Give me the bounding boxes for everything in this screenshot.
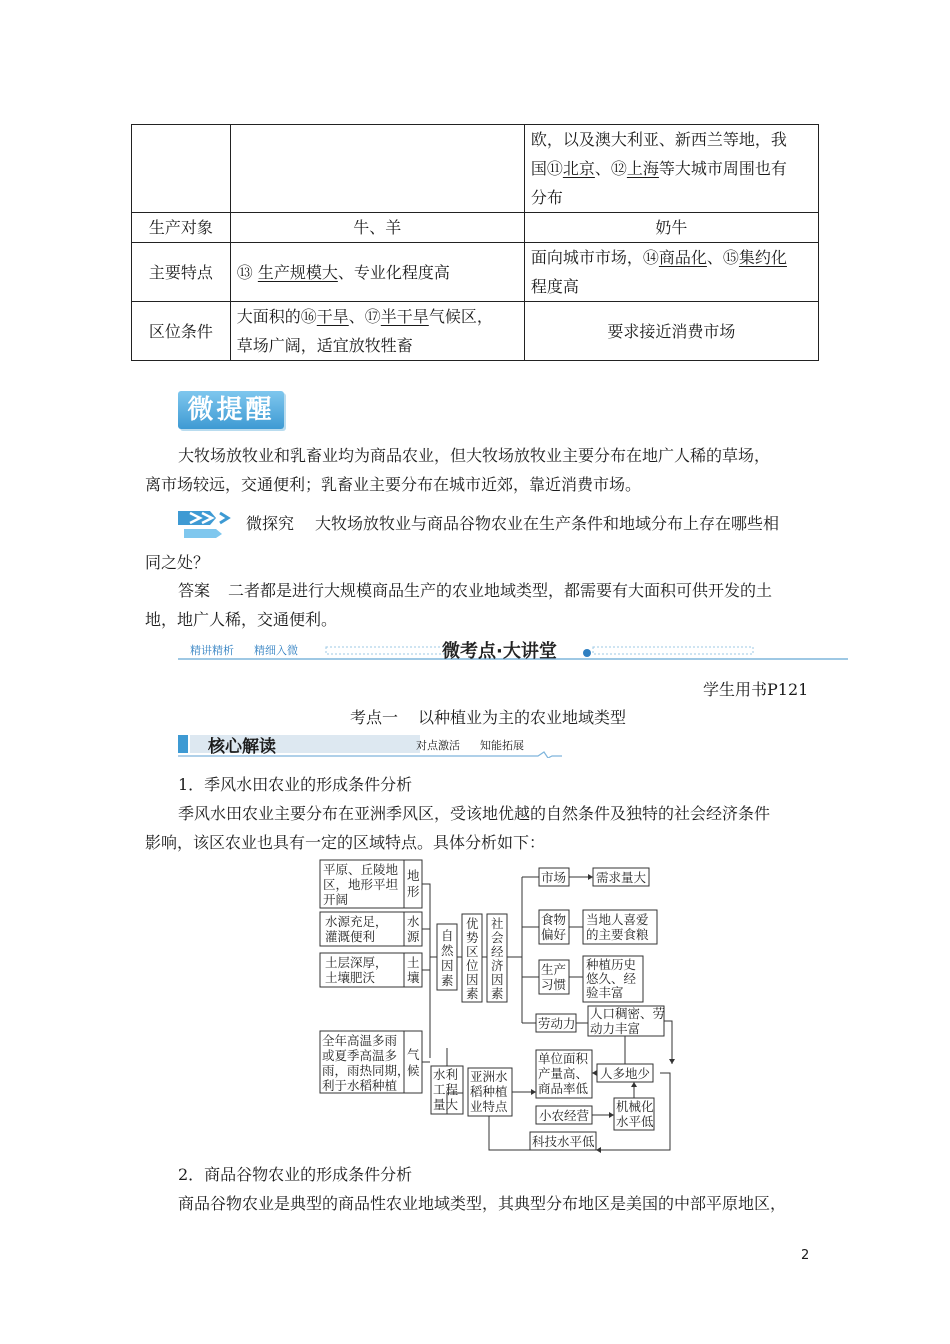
answer-arid: 干旱 bbox=[316, 307, 349, 326]
diagram-label: 济 bbox=[491, 958, 504, 973]
diagram-label: 生产 bbox=[541, 962, 567, 977]
diagram-label: 科技水平低 bbox=[532, 1134, 595, 1149]
diagram-label: 土 bbox=[407, 955, 420, 970]
diagram-label: 水源充足， bbox=[325, 914, 388, 929]
diagram-label: 人多地少 bbox=[600, 1066, 651, 1081]
diagram-label: 经 bbox=[491, 944, 504, 959]
comparison-table bbox=[131, 124, 819, 361]
answer-shanghai: 上海 bbox=[626, 159, 659, 178]
diagram-label: 市场 bbox=[541, 870, 567, 885]
inquiry-question: 同之处？ bbox=[145, 553, 210, 572]
core-reading-title: 核心解读 bbox=[208, 737, 276, 757]
cell-text: 、⑮ bbox=[706, 248, 739, 267]
diagram-label: 区 bbox=[466, 944, 479, 959]
diagram-label: 的主要食粮 bbox=[586, 927, 649, 942]
cell-text: 分布 bbox=[530, 188, 563, 207]
section-text: 商品谷物农业是典型的商品性农业地域类型，其典型分布地区是美国的中部平原地区， bbox=[178, 1194, 787, 1213]
table-row bbox=[132, 125, 819, 213]
diagram-label: 单位面积 bbox=[538, 1051, 589, 1066]
diagram-label: 优 bbox=[466, 916, 479, 931]
diagram-label: 量大 bbox=[433, 1097, 459, 1112]
section-text: 季风水田农业主要分布在亚洲季风区，受该地优越的自然条件及独特的社会经济条件 bbox=[178, 804, 771, 823]
row-label: 区位条件 bbox=[132, 302, 231, 361]
answer-intensive: 集约化 bbox=[738, 248, 787, 267]
kaodian-label: 考点一 bbox=[350, 708, 399, 727]
cell-text: 、⑰ bbox=[348, 307, 381, 326]
diagram-label: 平原、丘陵地 bbox=[323, 862, 399, 877]
diagram-label: 食物 bbox=[541, 912, 567, 927]
band-left-text: 精细入微 bbox=[254, 644, 298, 657]
cell-text: 气候区， bbox=[428, 307, 493, 326]
diagram-label: 势 bbox=[466, 930, 479, 945]
section-text: 影响，该区农业也具有一定的区域特点。具体分析如下： bbox=[145, 833, 546, 852]
diagram-label: 商品率低 bbox=[538, 1081, 589, 1096]
diagram-label: 偏好 bbox=[541, 927, 567, 942]
table-cell bbox=[524, 125, 818, 213]
table-cell: 牛、羊 bbox=[230, 213, 524, 243]
diagram-label: 区，地形平坦 bbox=[323, 877, 399, 892]
table-cell: 要求接近消费市场 bbox=[524, 302, 818, 361]
diagram-label: 习惯 bbox=[541, 977, 567, 992]
core-reading-sub: 对点激活 bbox=[416, 739, 460, 752]
core-reading-sub: 知能拓展 bbox=[480, 739, 524, 752]
cell-text: 欧，以及澳大利亚、新西兰等地，我 bbox=[530, 130, 787, 149]
diagram-label: 水平低 bbox=[616, 1114, 654, 1129]
section-heading: 1．季风水田农业的形成条件分析 bbox=[178, 775, 413, 794]
row-label: 主要特点 bbox=[132, 243, 231, 302]
diagram-label: 种植历史 bbox=[586, 957, 637, 972]
cell-text: ⑬ bbox=[236, 262, 258, 282]
cell-text: 国⑪ bbox=[530, 159, 563, 178]
diagram-label: 素 bbox=[491, 986, 504, 1001]
reminder-line: 大牧场放牧业和乳畜业均为商品农业，但大牧场放牧业主要分布在地广人稀的草场， bbox=[178, 446, 771, 465]
kaodian-title: 以种植业为主的农业地域类型 bbox=[418, 708, 627, 727]
cell-text: 等大城市周围也有 bbox=[658, 159, 787, 178]
diagram-label: 产量高、 bbox=[538, 1066, 589, 1081]
diagram-label: 源 bbox=[407, 929, 420, 944]
cell-text: 面向城市市场，⑭ bbox=[530, 248, 659, 267]
cell-text: 程度高 bbox=[530, 277, 579, 296]
diagram-label: 位 bbox=[466, 958, 479, 973]
diagram-label: 当地人喜爱 bbox=[586, 912, 649, 927]
diagram-label: 全年高温多雨 bbox=[322, 1033, 398, 1048]
diagram-label: 因 bbox=[466, 972, 479, 987]
cell-text: 、专业化程度高 bbox=[337, 262, 450, 282]
section-band bbox=[178, 639, 848, 663]
diagram-label: 因 bbox=[441, 958, 454, 973]
diagram-label: 劳动力 bbox=[538, 1016, 576, 1031]
diagram-label: 形 bbox=[407, 884, 420, 899]
table-cell bbox=[132, 125, 231, 213]
diagram-label: 稻种植 bbox=[470, 1084, 508, 1099]
diagram-label: 素 bbox=[441, 973, 454, 988]
diagram-label: 人口稠密、劳 bbox=[590, 1006, 666, 1021]
diagram-label: 壤 bbox=[407, 970, 420, 985]
table-cell bbox=[230, 302, 524, 361]
diagram-label: 工程 bbox=[433, 1082, 459, 1097]
diagram-label: 小农经营 bbox=[539, 1108, 590, 1123]
reminder-line: 离市场较远，交通便利；乳畜业主要分布在城市近郊，靠近消费市场。 bbox=[145, 475, 642, 494]
diagram-label: 利于水稻种植 bbox=[322, 1078, 398, 1093]
answer-text: 二者都是进行大规模商品生产的农业地域类型，都需要有大面积可供开发的土 bbox=[228, 581, 773, 600]
row-label: 生产对象 bbox=[132, 213, 231, 243]
diagram-label: 水 bbox=[407, 914, 420, 929]
diagram-label: 灌溉便利 bbox=[325, 929, 376, 944]
cell-text: 大面积的⑯ bbox=[236, 307, 317, 326]
diagram-label: 动力丰富 bbox=[590, 1021, 641, 1036]
core-reading-bar bbox=[178, 732, 562, 758]
diagram-label: 需求量大 bbox=[596, 870, 647, 885]
band-left-text: 精讲精析 bbox=[190, 644, 234, 657]
diagram-label: 水利 bbox=[433, 1067, 459, 1082]
diagram-label: 或夏季高温多 bbox=[322, 1048, 398, 1063]
arrows-icon bbox=[176, 505, 238, 539]
diagram-label: 开阔 bbox=[323, 892, 349, 907]
diagram-label: 业特点 bbox=[470, 1099, 508, 1114]
diagram-label: 候 bbox=[407, 1063, 420, 1078]
book-reference: 学生用书P121 bbox=[703, 680, 809, 699]
table-cell bbox=[230, 243, 524, 302]
inquiry-question: 大牧场放牧业与商品谷物农业在生产条件和地域分布上存在哪些相 bbox=[315, 514, 780, 533]
diagram-label: 机械化 bbox=[616, 1099, 654, 1114]
answer-semiarid: 半干旱 bbox=[380, 307, 429, 326]
diagram-label: 自 bbox=[441, 928, 454, 943]
diagram-label: 气 bbox=[407, 1047, 420, 1062]
table-row bbox=[132, 213, 819, 243]
diagram-label: 亚洲水 bbox=[470, 1069, 508, 1084]
diagram-label: 然 bbox=[441, 943, 454, 958]
diagram-label: 土层深厚， bbox=[325, 955, 388, 970]
table-cell: 奶牛 bbox=[524, 213, 818, 243]
answer-commercial: 商品化 bbox=[658, 248, 707, 267]
answer-label: 答案 bbox=[178, 581, 211, 600]
diagram-label: 土壤肥沃 bbox=[325, 970, 376, 985]
answer-text: 地，地广人稀，交通便利。 bbox=[145, 610, 338, 629]
inquiry-label: 微探究 bbox=[246, 514, 295, 533]
diagram-label: 验丰富 bbox=[586, 985, 624, 1000]
section-heading: 2．商品谷物农业的形成条件分析 bbox=[178, 1165, 413, 1184]
diagram-label: 地 bbox=[407, 868, 420, 883]
answer-scale: 生产规模大 bbox=[257, 262, 338, 282]
diagram-label: 悠久、经 bbox=[586, 971, 637, 986]
table-cell bbox=[524, 243, 818, 302]
diagram-label: 雨，雨热同期， bbox=[322, 1063, 410, 1078]
cell-text: 、⑫ bbox=[594, 159, 627, 178]
table-cell bbox=[230, 125, 524, 213]
diagram-label: 社 bbox=[491, 916, 504, 931]
answer-beijing: 北京 bbox=[562, 159, 595, 178]
table-row bbox=[132, 302, 819, 361]
diagram-label: 素 bbox=[466, 986, 479, 1001]
diagram-label: 会 bbox=[491, 930, 504, 945]
paddy-rice-diagram bbox=[310, 858, 690, 1158]
cell-text: 草场广阔，适宜放牧牲畜 bbox=[236, 336, 413, 355]
table-row bbox=[132, 243, 819, 302]
tip-badge: 微提醒 bbox=[178, 391, 284, 429]
band-title: 微考点·大讲堂 bbox=[442, 641, 557, 662]
diagram-label: 因 bbox=[491, 972, 504, 987]
page-number: 2 bbox=[801, 1248, 810, 1263]
